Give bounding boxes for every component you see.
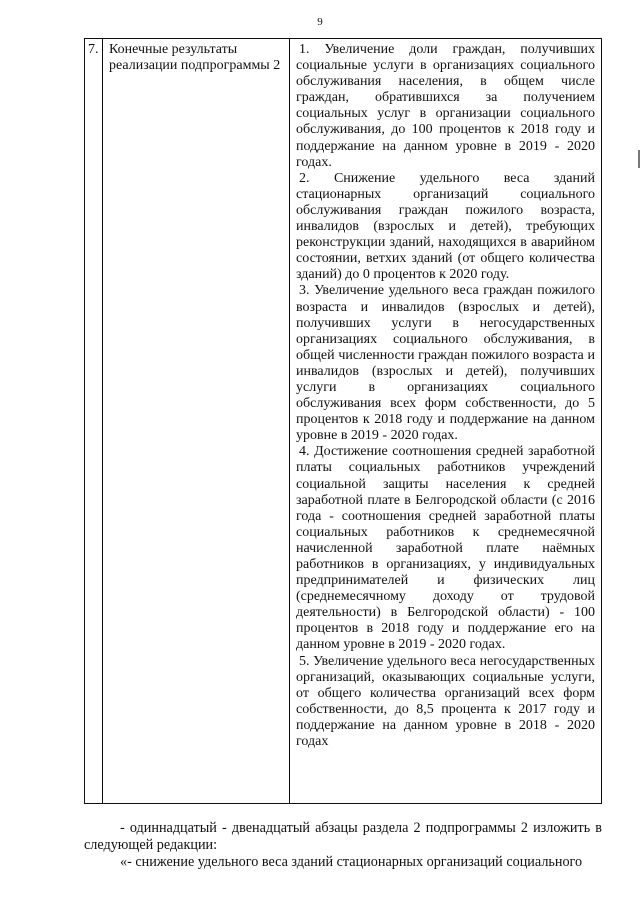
- result-item-2: 2. Снижение удельного веса зданий стационарных организаций социального обслуживания граждан пожилого возраста, инвалидов (взрослых и детей), требующих реконструкции зданий, находящихся в аварийном состоянии, ветхих зданий (от общего количества зданий) до 0 процентов к 2020 году.: [296, 170, 595, 283]
- result-item-5: 5. Увеличение удельного веса негосударственных организаций, оказывающих социальные услуги, от общего количества организаций всех форм собственности, до 8,5 процента к 2017 году и поддержание на данном уровне в 2018 - 2020 годах: [296, 653, 595, 750]
- result-item-4: 4. Достижение соотношения средней заработной платы социальных работников учреждений социальной защиты населения к средней заработной плате в Белгородской области (с 2016 года - соотношения средней заработной платы социальных работников к среднемесячной начисленной заработной плате наёмных работников в организациях, у индивидуальных предпринимателей и физических лиц (среднемесячному доходу от трудовой деятельности) в Белгородской области) - 100 процентов в 2018 году и поддержание его на данном уровне в 2019 - 2020 годах.: [296, 444, 595, 653]
- result-item-3: 3. Увеличение удельного веса граждан пожилого возраста и инвалидов (взрослых и детей), получивших услуги в негосударственных организациях социального обслуживания, в общей численности граждан пожилого возраста и инвалидов (взрослых и детей), получивших услуги в организациях социального обслуживания всех форм собственности, до 5 процентов к 2018 году и поддержание на данном уровне в 2019 - 2020 годах.: [296, 283, 595, 444]
- result-item-1: 1. Увеличение доли граждан, получивших социальные услуги в организациях социального обслуживания населения, в общем числе граждан, обратившихся за получением социальных услуг в организации социального обслуживания, до 100 процентов к 2018 году и поддержание на данном уровне в 2019 - 2020 годах.: [296, 42, 595, 170]
- amendment-paragraph: - одиннадцатый - двенадцатый абзацы раздела 2 подпрограммы 2 изложить в следующей редакции:: [84, 820, 602, 853]
- row-title: Конечные результаты реализации подпрограммы 2: [103, 39, 290, 804]
- table-row: [85, 39, 602, 804]
- row-number: 7.: [85, 39, 103, 804]
- quoted-paragraph-start: «- снижение удельного веса зданий стационарных организаций социального: [120, 854, 583, 870]
- results-table: [84, 38, 602, 804]
- row-content: [290, 39, 602, 804]
- page-number: 9: [317, 16, 323, 28]
